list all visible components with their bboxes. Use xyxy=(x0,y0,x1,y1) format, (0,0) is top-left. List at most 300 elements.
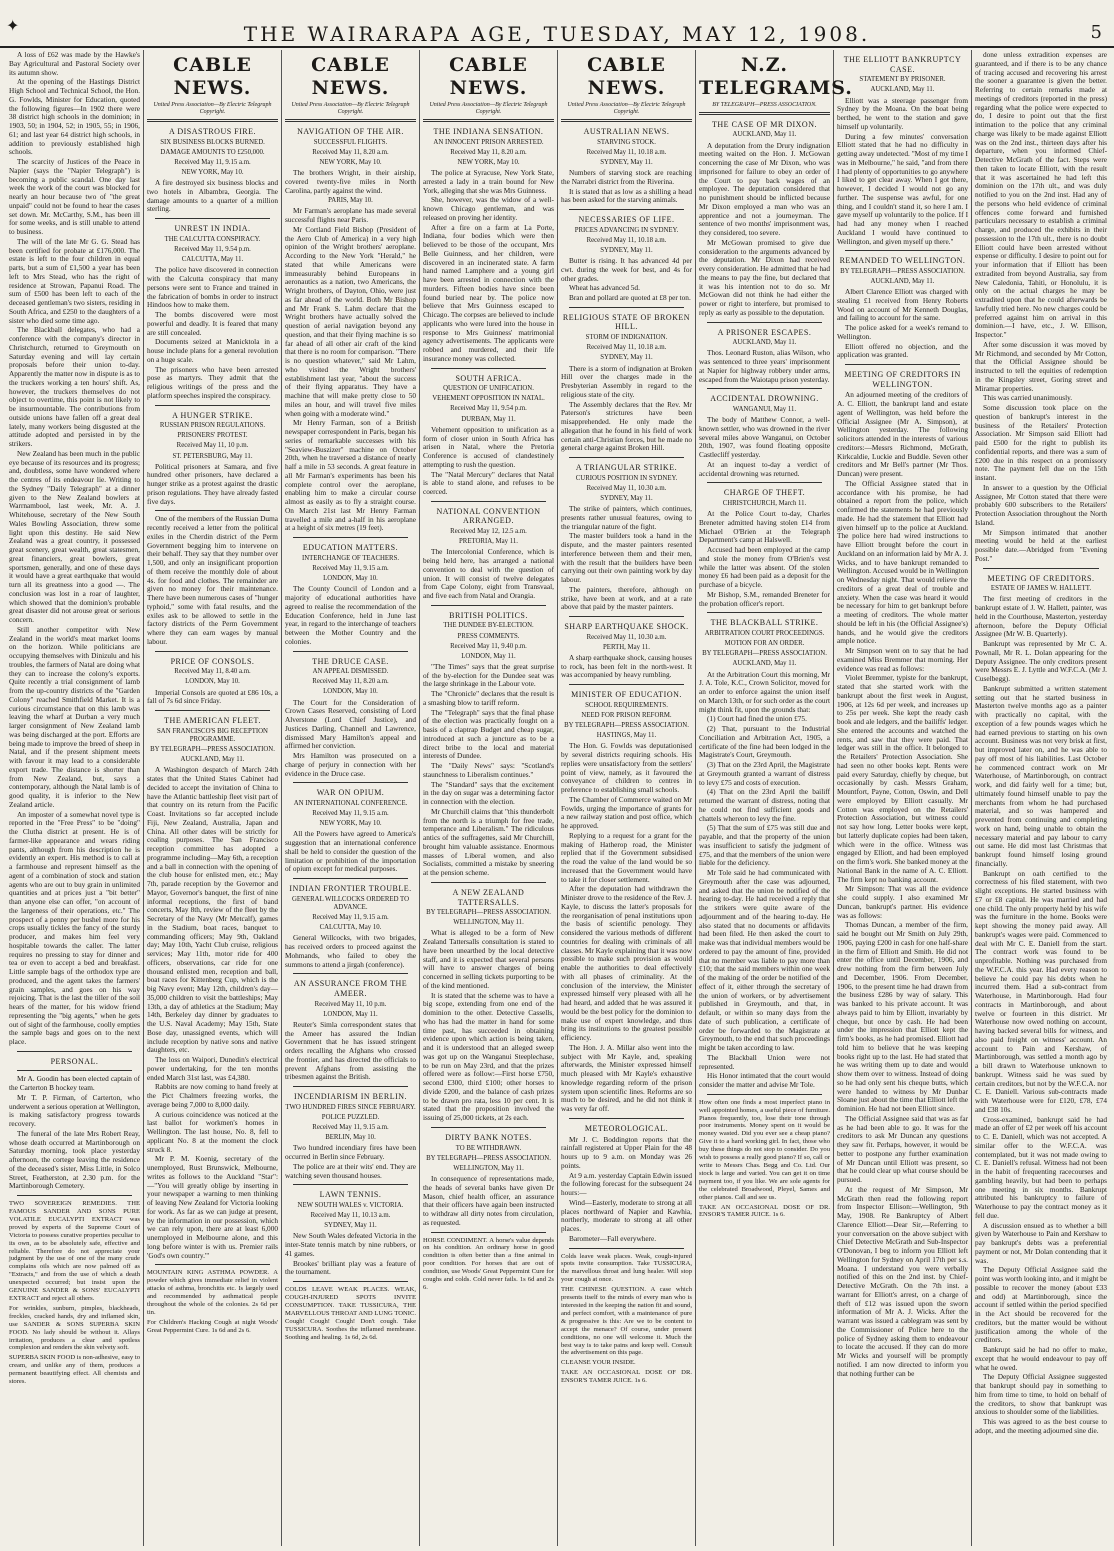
dateline: Received May 11, 10.13 a.m. xyxy=(310,1212,391,1220)
advertisement-text: Colds leave weak places. Weak, cough-injured spots invite consumption. Take TUSSICURA, the marvellous throat and lung healer. Will stop your cough at once. xyxy=(561,1252,692,1284)
paragraph: The Court for the Consideration of Crown Cases Reserved, consisting of Lord Alverstone (Lord Chief Justice), and Justices Darling, Channell and Lawrence, dismissed Mary Hamilton's appeal and affirmed her conviction. xyxy=(285,697,416,751)
paragraph: Bankrupt on oath certified to the correctness of his filed statement, with two slight exceptions. He started business with £7 or £8 capital. He was married and had one child. The only property held by his wife was the furniture in the home. Books were kept showing the money paid away. All bankrupt's wages were paid. Commenced to deal with Mr C. E. Daniell from the start. The contract work was found to be unprofitable. Nothing was purchased from the W.F.C.A. this year. Had every reason to believe he could pay his debts when he incurred them. Had a sub-contract from Waterhouse, in Martinborough. Had four contracts in Martinborough, and about twelve or fourteen in this district. Mr Waterhouse now owed nothing on account, having backed several bills for witness, and also paid freight on witness' account. An account to Pain and Kershaw, of Martinborough, was settled a month ago by a bill drawn to Waterhouse unknown to bankrupt. Witness said he was sued by certain creditors, but not by the W.F.C.A. nor C. E. Daniell. Various sub-contracts made with Waterhouse were for £120, £78, £74 and £38 10s. xyxy=(975,868,1107,1114)
dateline: HASTINGS, May 11. xyxy=(596,732,657,740)
dateline: Received May 11, 9.15 a.m. xyxy=(312,564,389,572)
paragraph: A curious coincidence was noticed at the last ballot for workmen's homes in Wellington. The last house, No. 8, fell to applicant No. 8 at the moment the clock struck 8. xyxy=(147,1109,278,1154)
paragraph: After a fire on a farm at La Porte, Indiana, four bodies which were then believed to be those of the occupant, Mrs Belle Guinness, and her children, were discovered in an incinerated state. A farm hand named Lamphere and a young girl have been arrested in connection with the murders. Fifteen bodies have since been found buried near by. The police now believe that Mrs Guinness escaped to Chicago. The corpses are believed to include applicants who were lured into the house in response to Mrs Guinness' matrimonial agency advertisements. The applicants were robbed and murdered, and their life insurance money was collected. xyxy=(423,222,554,363)
dateline: Received May 11, 8.40 a.m. xyxy=(174,668,251,676)
column-rule xyxy=(155,405,270,406)
paragraph: At the request of Mr Simpson, Mr McGrath then read the following report from Inspector Ellison:—Wellington, 9th May, 1908. Re Bankruptcy of Albert Clarence Elliott—Dear Sir,—Referring to your conversation on the above subject with Chief Detective McGrath and Sub-Inspector O'Donovan, I beg to inform you Elliott left Wellington for Sydney on April 17th per s.s. Moana. I understand you were verbally notified of this on the 2nd inst. by Chief-Detective McGrath. On the 7th inst. a warrant for Elliott's arrest, on a charge of theft of £12 was issued upon the sworn information of Mr A. J. Wicks. After the warrant was issued a cablegram was sent by the Commissioner of Police here to the police of Sydney asking them to endeavour to locate the accused. If they can do more Mr Wicks and yourself will be promptly notified. I am now directed to inform you that nothing further can be xyxy=(837,1184,968,1378)
column-rule xyxy=(17,1051,132,1052)
dateline: Received May 11, 10.18 a.m. xyxy=(586,148,667,156)
section-heading: CABLE NEWS. xyxy=(449,54,528,99)
paragraph: A loss of £62 was made by the Hawke's Bay Agricultural and Pastoral Society over its autumn show. xyxy=(9,50,140,77)
paragraph: There is a storm of indignation at Broken Hill over the charges made in the Presbyterian Assembly in regard to the religious state of the city. xyxy=(561,363,692,399)
advertisement-text: COLDS LEAVE WEAK PLACES. WEAK, COUGH-INJURED SPOTS INVITE CONSUMPTION. TAKE TUSSICURA, THE MARVELLOUS THROAT AND LUNG TONIC. Cough! Cough! Cough! Don't cough. Take TUSSICURA. Soothes the inflamed membrane. Soothing and healing. 1s 6d, 2s 6d. xyxy=(285,1286,416,1341)
double-rule xyxy=(423,119,554,122)
article-headline: WAR ON OPIUM. xyxy=(316,788,385,798)
dateline: Received May 11, 10.30 a.m. xyxy=(586,484,667,492)
column-rule xyxy=(569,307,684,308)
article-subheading: SIX BUSINESS BLOCKS BURNED. xyxy=(160,138,265,146)
section-heading: N.Z. TELEGRAMS. xyxy=(699,54,853,99)
paragraph: (5) That the sum of £75 was still due and payable, and that the property of the union was insufficient to satisfy the judgment of £75, and that the members of the union were liable for the deficiency. xyxy=(699,823,830,868)
advertisement-text: TWO SOVEREIGN REMEDIES. THE FAMOUS SANDER AND SONS PURE VOLATILE EUCALYPTI EXTRACT was proved by experts of the Supreme Court of Victoria to possess curative properties peculiar to its own, as to be absolutely safe, effective and reliable. Therefore do not appreciate your judgment by the use of one of the many crude complains oils which are now palmed off as "Extracts," and from the use of which a death unexpected occurred; but insist upon the GENUINE SANDER & SONS' EUCALYPTI EXTRACT and reject all others. xyxy=(9,1200,140,1302)
article-headline: A PRISONER ESCAPES. xyxy=(717,327,812,337)
column-rule xyxy=(431,605,546,606)
section-heading: CABLE NEWS. xyxy=(173,54,252,99)
press-credit: United Press Association—By Electric Telegraph Copyright. xyxy=(567,101,686,115)
dateline: SYDNEY, May 11. xyxy=(324,1222,377,1230)
article-headline: MEETING OF CREDITORS IN WELLINGTON. xyxy=(844,370,961,389)
column-rule xyxy=(155,510,270,511)
paragraph: Thomas Duncan, a member of the firm, said he bought out Mr Smith on July 29th, 1906, paying £200 in cash for one half-share in the firm of Elliott and Smith. He did not enter the office until December, 1906, and drew nothing from the firm between July and December, 1906. From December, 1906, to the present time he had drawn from the business £286 by way of salary. This was banked to his private account. It was always paid to him by Elliott, invariably by cheque, but once by cash. He had been under the impression that Elliott kept the firm's books, as he had promised. Elliott had told him to believe that he was keeping books right up to the last. He had stated that he was writing them up to date and would show them over to witness. Instead of doing so he had only sent his cheque butts, which were handed to witness by Mr Dunbar Sloane just about the time that Elliott left the dominion. He had not been Elliott since. xyxy=(837,920,968,1114)
dateline: AUCKLAND, May 11. xyxy=(180,756,245,764)
dateline: CHRISTCHURCH, March 11. xyxy=(722,499,807,507)
article-headline: THE DRUCE CASE. xyxy=(312,656,389,666)
advertisement-text: For Children's Hacking Cough at night Woods' Great Peppermint Cure. 1s 6d and 2s 6. xyxy=(147,1318,278,1334)
dateline: AUCKLAND, May 11. xyxy=(732,131,797,139)
paragraph: Thos. Leonard Ruston, alias Wilson, who was sentenced to three years' imprisonment at Napier for highway robbery under arms, escaped from the Waiotapu prison yesterday. xyxy=(699,348,830,384)
column-rule xyxy=(155,710,270,711)
paragraph: In answer to a question by the Official Assignee, Mr Cotton stated that there were probably 600 subscribers to the Retailers' Protection Association throughout the North Island. xyxy=(975,482,1107,527)
paragraph: Imperial Consols are quoted at £86 10s, a fall of 7s 6d since Friday. xyxy=(147,687,278,706)
dateline: Received May 11, 9.15 a.m. xyxy=(312,914,389,922)
advertisement-text: TAKE AN OCCASIONAL DOSE OF DR. ENSOR'S TAMER JUICE. 1s 6. xyxy=(561,1369,692,1385)
paragraph: A fire destroyed six business blocks and two hotels in Albambra, Georgia. The damage amounts to a quarter of a million sterling. xyxy=(147,178,278,214)
press-credit: United Press Association—By Electric Telegraph Copyright. xyxy=(429,101,548,115)
dateline: NEW YORK, May 10. xyxy=(457,158,520,166)
paragraph: The prisoners who have been arrested pose as martyrs. They admit that the religious writings of the press and the platform speeches inspired the conspiracy. xyxy=(147,364,278,400)
paragraph: "The Times" says that the great surprise of the by-election for the Dundee seat was the large shrinkage in the Labour vote. xyxy=(423,661,554,689)
column-rule xyxy=(569,457,684,458)
advertisement-text: HORSE CONDIMENT. A horse's value depends on his condition. An ordinary horse in good condition is often better than a fine animal in poor condition. For horses that are out of condition, use Woods' Great Peppermint Cure for coughs and colds. Cold never fails. 1s 6d and 2s 6. xyxy=(423,1236,554,1291)
paragraph: Bankrupt said he had no offer to make, except that he would endeavour to pay off what he owed. xyxy=(975,1345,1107,1372)
paragraph: A Washington despatch of March 24th states that the United States Cabinet had decided to accept the invitation of China to have the Atlantic battleship fleet visit part of that country on its return from the Pacific Coast. Invitations so far accepted include Fiji, New Zealand, Australia, Japan and China. All other dates will be strictly for coaling purposes. The San Francisco reception committee has adopted a programme including—May 6th, a reception and a ball in connection with the opening of the club house for enlisted men, etc.; May 7th, parade reception by the Governor and Mayor, Governor's banquet, the first of nine informal receptions, the first of band concerts, May 8th, review of the fleet by the Secretary of the Navy (Mr Metcalf), games in the Stadium, boat races, banquet to commanding officers; May 9th, Oakland day; May 10th, Yacht Club cruise, religious services; May 11th, motor ride for 400 officers, observations, car ride for one thousand enlisted men, reception and ball, boat races for Kittenberg Cup, which is the big Navy event; May 12th, children's day—35,000 children to visit the battleships; May 13th, a day of athletics at the Stadium; May 14th, Berkeley day dinner by graduates to the U.S. Naval Academy; May 15th, State Bose day, unassigned events, which will include reception by native sons and native daughters, etc. xyxy=(147,765,278,1055)
paragraph: The will of the late Mr G. G. Stead has been certified for probate at £176,000. The estate is left to the four children in equal parts, but a sum of £1,500 a year has been left to Mrs Stead, who has the right of residence at Strowan, Papanui Road. The sum of £500 has been left to each of the deceased gentleman's two sisters, residing in South Africa, and £250 to the daughters of a sister who died some time ago. xyxy=(9,236,140,325)
dateline: SYDNEY, May 11. xyxy=(600,158,653,166)
article-headline: THE ELLIOTT BANKRUPTCY CASE. xyxy=(843,55,962,74)
article-headline: BRITISH POLITICS. xyxy=(449,610,528,620)
article-subheading: TWO HUNDRED FIRES SINCE FEBRUARY. xyxy=(285,1103,416,1111)
paragraph: Mr A. Goodin has been elected captain of the Carterton B hockey team. xyxy=(9,1074,140,1093)
article-headline: NAVIGATION OF THE AIR. xyxy=(297,126,404,136)
paragraph: The "Daily News" says: "Scotland's staunchness to Liberalism continues." xyxy=(423,761,554,779)
article-headline: UNREST IN INDIA. xyxy=(174,224,251,234)
paragraph: This was agreed to as the best course to adopt, and the meeting adjourned sine die. xyxy=(975,1417,1107,1435)
paragraph: New Zealand has been much in the public eye because of its resources and its progress; and, doubtless, some have wondered where the centres of its endeavour lie. Writing to the Sydney "Daily Telegraph" at a dinner given to the New Zealand bowlers at Warrnambool, last week, Mr. A. J. Whitehouse, secretary of the New South Wales Bowling Association, threw some light upon this destiny. He said New Zealand was a great country, it possessed great scenery, great wealth, great statesmen, great financiers, great bowlers, great sportsmen, generally, and one of these days it would have a great earthquake that would turn all its greatness into a good —. The conclusion was lost in a roar of laughter, which showed that the dominion's probable great disaster did not arouse great or serious concern. xyxy=(9,448,140,624)
paragraph: The master builders took a hand in the dispute, and the master painters resented interference between them and their men, with the result that the builders have been carrying out their own painting work by day labour. xyxy=(561,531,692,585)
column-rule xyxy=(155,1264,270,1265)
column-rule xyxy=(707,388,822,389)
dateline: Received May 11, 9.40 p.m. xyxy=(450,642,527,650)
article-subheading: RUSSIAN PRISON REGULATIONS. xyxy=(159,422,266,430)
article-headline: PERSONAL. xyxy=(50,1056,99,1066)
paragraph: The Blackball Union were not represented. xyxy=(699,1052,830,1071)
article-subheading: CURIOUS POSITION IN SYDNEY. xyxy=(575,474,678,482)
paragraph: The bombs discovered were most powerful and deadly. It is feared that many are still concealed. xyxy=(147,310,278,337)
paragraph: The painters, therefore, although on strike, have been at work, and at a rate above that paid by the master painters. xyxy=(561,584,692,612)
paragraph: At the Arbitration Court this morning, Mr J. A. Tole, K.C., Crown Solicitor, moved for an order to enforce against the union itself on March 13th, or for such order as the court might think fit, upon the grounds that: xyxy=(699,669,830,714)
paragraph: The scarcity of Justices of the Peace in Napier (says the "Napier Telegraph") is becoming a public scandal. One day last week the work of the court was blocked for nearly an hour because two of "the great unpaid" could not be found to hear the cases set down. Mr. McCarthy, S.M., has been ill for some weeks, and is still unable to attend to business. xyxy=(9,157,140,236)
paragraph: The police have discovered in connection with the Calcutta conspiracy that many persons were sent to France and trained in the fabrication of bombs in order to instruct Hindoos how to make them. xyxy=(147,265,278,310)
article-headline: NECESSARIES OF LIFE. xyxy=(578,215,675,225)
column-rule xyxy=(17,1195,132,1196)
paragraph: A deputation from the Drury indignation meeting waited on the Hon. J. McGowan concerning the case of Mr Dixon, who was imprisoned for failure to obey an order of the Court to pay back wages of an employee. The deputation considered that no punishment should be inflicted because Mr Dixon employed a man who was an apprentice and not a journeyman. The sentence of two months' imprisonment was, they considered, too severe. xyxy=(699,140,830,238)
paragraph: Replying to a request for a grant for the making of Hatherop road, the Minister replied that if the Government subsidised the road the value of the land would be so increased that the Government would have to take it for closer settlement. xyxy=(561,830,692,884)
paragraph: done unless extradition expenses are guaranteed, and if there is to be any chance of tracing accused and recovering his arrest the sooner a guarantee is given the better. Referring to certain remarks made at meetings of creditors (reported in the press) regarding what the police were expected to do, I desire to point out that the first intimation to the police that any criminal charge was likely to be made against Elliott was on the 2nd inst., thirteen days after his departure, when you informed Chief-Detective McGrath of the fact. Steps were then taken to locate Elliott, with the result that it was ascertained he had left this dominion on the 17th ult., and was duly notified to you on the 2nd inst. Had any of the persons who held evidence of criminal offences come forward and furnished particulars necessary to establish a criminal charge, and produced the exhibits in their possession to the 17th ult., there is no doubt Elliott could have been arrested without expense or difficulty. I desire to point out for your information that if Elliott has been extradited from beyond Australia, say from New Caledonia, Tahiti, or Honolulu, it is only on the actual charges he may be extradited upon that he could afterwards be lawfully tried here. No new charges could be preferred against him on arrival in this dominion.—I have, etc., J. W. Ellison, Inspector." xyxy=(975,50,1107,339)
paragraph: Albert Clarence Elliott was charged with stealing £1 received from Henry Roberts Wood on account of Mr Kenneth Douglas, and failing to account for the same. xyxy=(837,287,968,323)
article-subheading: BY TELEGRAPH—PRESS ASSOCIATION. xyxy=(564,722,689,730)
paragraph: Mr Simpson intimated that another meeting would be held at the earliest possible date.—Abridged from "Evening Post." xyxy=(975,527,1107,563)
newspaper-title: THE WAIRARAPA AGE, TUESDAY, MAY 12, 1908. xyxy=(243,22,871,46)
section-heading: CABLE NEWS. xyxy=(311,54,390,99)
article-subheading: BY TELEGRAPH—PRESS ASSOCIATION. xyxy=(426,909,551,917)
paragraph: After some discussion it was moved by Mr Richmond, and seconded by Mr Cotton, that the Official Assignee should be instructed to tell the equities of redemption in the Kingsley street, Goring street and Miramar properties. xyxy=(975,339,1107,393)
paragraph: Mr Simpson: That was all the evidence she could supply. I also examined Mr Duncan, bankrupt's partner. His evidence was as follows: xyxy=(837,884,968,920)
paragraph: The "Natal Mercury" declares that Natal is able to stand alone, and refuses to be coerced. xyxy=(423,469,554,496)
dateline: AUCKLAND, May 11. xyxy=(870,86,935,94)
column-rule xyxy=(293,537,408,538)
article-subheading: INTERCHANGE OF TEACHERS. xyxy=(301,554,400,562)
dateline: Received May 11, 10.30 a.m. xyxy=(586,633,667,641)
article-subheading: PRISONERS' PROTEST. xyxy=(177,432,248,440)
paragraph: Wind—Easterly, moderate to strong at all places northward of Napier and Kawhia, northerly, moderate to strong at all other places. xyxy=(561,1197,692,1234)
paragraph: The "Standard" says that the excitement in the day on sugar was a determining factor in connection with the election. xyxy=(423,779,554,807)
article-headline: A DISASTROUS FIRE. xyxy=(168,126,256,136)
dateline: Received May 11, 8.20 a.m. xyxy=(312,148,389,156)
dateline: PARIS, May 10. xyxy=(328,197,373,205)
double-rule xyxy=(561,119,692,122)
paragraph: Mr Henry Farman, son of a British newspaper correspondent in Paris, began his series of remarkable successes with his "Seaview-Buszizer" machine on October 20th, when he traversed a distance of nearly half a mile in 53 seconds. A great feature in all Mr Farman's experiments has been his complete control over the aeroplane, enabling him to make a circular course almost as easily as to fly a straight course. On March 21st last Mr Henry Farman travelled a mile and a-half in his aeroplane at a height of six metres (19 feet). xyxy=(285,418,416,533)
paragraph: Mr P. M. Koenig, secretary of the unemployed, Rust Brunswick, Melbourne, writes as follows to the Auckland "Star":—"You will greatly oblige by inserting in your newspaper a warning to men thinking of leaving New Zealand for Victoria looking for work. As far as we can judge at present, by the information in our possession, which we can rely upon, there are at least 6,000 unemployed in Melbourne alone, and this long before winter is with us. Premier rails 'God's own country.'" xyxy=(147,1154,278,1260)
column-rule xyxy=(431,1127,546,1128)
paragraph: An adjourned meeting of the creditors of A. C. Elliott, the bankrupt land and estate agent of Wellington, was held before the Official Assignee (Mr A. Simpson), at Wellington yesterday. The following solicitors attended in the interests of various creditors:—Messrs Richmond, McGrath, Kirkcaldie, Luckie and Buddle. Seven other creditors and Mr Bell's partner (Mr Thos. Duncan) were present. xyxy=(837,390,968,479)
column-rule xyxy=(707,482,822,483)
article-headline: DIRTY BANK NOTES. xyxy=(445,1132,532,1142)
paragraph: The Official Assignee said that was as far as he had been able to go. It was for the creditors to ask Mr Duncan any questions they saw fit. Perhaps, however, it would be better to postpone any further examination of Mr Duncan until Elliott was present, so that he could clear up what course should be pursued. xyxy=(837,1113,968,1185)
paragraph: Rabbits are now coming to hand freely at the Pict Chalmers freezing works, the average being 7,000 to 8,000 daily. xyxy=(147,1082,278,1109)
paragraph: It is stated that the scheme was to have a big scope, extending from one end of the dominion to the other. Detective Cassells, who has had the matter in hand for some time past, has succeeded in obtaining evidence upon which action is being taken, and it is understood that an alleged sweep was got up on the Wanganui Steeplechase, to be run on May 23rd, and that the prizes offered were as follow:—First horse £750, second £300, third £100; other horses to divide £200, and the balance of cash prizes to be drawn pro rata, less 10 per cent. It is stated that the proposition involved the issuing of 25,000 tickets, at 2s each. xyxy=(423,990,554,1123)
dateline: LONDON, May 10. xyxy=(323,688,378,696)
paragraph: Wheat has advanced 5d. xyxy=(569,283,640,293)
article-subheading: SCHOOL REQUIREMENTS. xyxy=(585,701,668,709)
column-6 xyxy=(696,50,853,1546)
article-subheading: THE DUNDEE BY-ELECTION. xyxy=(443,622,534,630)
advertisement-text: MOUNTAIN KING ASTHMA POWDER. A powder which gives immediate relief in violent attacks of asthma, bronchitis etc. Is largely used and recommended by asthmatical people throughout the whole of the colonies. 2s 6d per tin. xyxy=(147,1269,278,1316)
dateline: NEW YORK, May 10. xyxy=(319,158,382,166)
paragraph: The brothers Wright, in their airship, covered twenty-five miles in North Carolina, partly against the wind. xyxy=(285,168,416,195)
paragraph: The Intercolonial Conference, which is being held here, has arranged a national convention to deal with the question of union. It will consist of twelve delegates from Cape Colony, eight from Transvaal, and five each from Natal and Orangia. xyxy=(423,547,554,600)
article-headline: CHARGE OF THEFT. xyxy=(723,488,806,498)
column-rule xyxy=(845,364,960,365)
dateline: LONDON, May 11. xyxy=(323,1010,378,1018)
article-subheading: STORM OF INDIGNATION. xyxy=(585,334,668,342)
column-rule xyxy=(983,568,1099,569)
article-subheading: ESTATE OF JAMES W. HALLETT. xyxy=(990,585,1092,593)
paragraph: A discussion ensued as to whether a bill given by Waterhouse to Pain and Kershaw to pay bankrupt's debts was a preferential payment or not, Mr Dolan contending that it was. xyxy=(975,1220,1107,1265)
paragraph: Mr Bishop, S.M., remanded Breneter for the probation officer's report. xyxy=(699,589,830,608)
column-rule xyxy=(293,1184,408,1185)
column-8 xyxy=(972,50,1110,1546)
paragraph: One of the members of the Russian Duma recently received a letter from the political exiles in the Cherdin district of the Perm Government begging him to intervene on their behalf. They say that they number over 1,500, and only an insignificant proportion of them receive the monthly dole of about 4s. for food and clothes. The remainder are given no money for their maintenance. There have been numerous cases of "hunger typhoid," some with fatal results, and the exiles ask to be allowed to settle in the factory districts of the Perm Government where they can earn wages by manual labour. xyxy=(147,514,278,646)
paragraph: Mr J. C. Boddington reports that the rainfall registered at Upper Plain for the 48 hours up to 9 a.m. on Monday was 26 points. xyxy=(561,1134,692,1170)
advertisement-text: THE CHINESE QUESTION. A case which presents itself to the minds of every man who is interested in the keeping the nation fit and sound, and perfect comfort, with a maintenance of pure & progressive is this: Are we to be content to accept the menace? Of course, under present conditions, no one will welcome it. Much the best way is to take pains and keep well. Consult the advertisement on this page. xyxy=(561,1286,692,1357)
article-subheading: STATEMENT BY PRISONER. xyxy=(859,76,946,84)
paragraph: The strike of painters, which continues, presents rather unusual features, owing to the triangular nature of the fight. xyxy=(561,504,692,531)
double-rule xyxy=(285,119,416,122)
dateline: AUCKLAND, May 11. xyxy=(732,660,797,668)
paragraph: The Deputy Official Assignee said the point was worth looking into, and it might be possible to recover the money (about £33 and odd) at Martinborough, since the account if settled within the period specified in the Act should be recovered for the creditors, but the matter would be without justification among the whole of the creditors. xyxy=(975,1265,1107,1345)
paragraph: Mrs Hamilton was prosecuted on a charge of perjury in connection with her evidence in the Druce case. xyxy=(285,751,416,778)
press-credit: United Press Association—By Electric Telegraph Copyright. xyxy=(291,101,410,115)
dateline: Received May 11, 10 p.m. xyxy=(176,442,249,450)
column-rule xyxy=(569,1248,684,1249)
dateline: PERTH, May 11. xyxy=(603,643,650,651)
dateline: Received May 11, 10 p.m. xyxy=(314,1000,387,1008)
paragraph: Numbers of starving stock are reaching the Narrabri district from the Riverina. xyxy=(561,168,692,186)
dateline: Received May 11, 8.20 a.m. xyxy=(312,678,389,686)
paragraph: An imposter of a somewhat novel type is reported in the "Free Press" to be "doing" the Clutha district at present. He is of farmer-like appearance and wears riding pants, although from his description he is evidently an expert. His method is to call at a farmhouse and represent himself as the agent of a combination of stock and station agents who are out to buy grain in unlimited quantities and at prices just a "bit better" than anyone else can offer, "on account of the largeness of their operations, etc." The prospect of a penny per bushel more for his crops usually tickles the fancy of the sturdy producer, and makes him feel very hospitable towards the caller. The latter requires no pressing to stay for dinner and tea or even to accept a bed and breakfast. Little sample bags of the orthodox type are produced, and the agent takes the farmers' grain samples, and goes on his way rejoicing. That is the last the tiller of the soil hears of the matter, for his widow friend representing the "big agents," when he gets out of sight of the farmhouse, coolly empties the sample bags and goes on to the next place. xyxy=(9,809,140,1046)
dateline: ST. PETERSBURG, May 11. xyxy=(172,452,253,460)
article-subheading: SAN FRANCISCO'S BIG RECEPTION PROGRAMME. xyxy=(157,727,268,743)
article-headline: AUSTRALIAN NEWS. xyxy=(583,126,670,136)
paragraph: Mr Churchill claims that "this thunderbolt from the north is a triumph for free trade, temperance and Liberalism." The ridiculous antics of the suffragettes, said Mr Churchill, brought him valuable assistance. Enormous masses of Liberal women, and also Socialists, committed a mistake by sneering at the pension scheme. xyxy=(423,806,554,878)
paragraph: At the Police Court to-day, Charles Breneter admitted having stolen £14 from Michael O'Brien at the Telegraph Department's camp at Halswell. xyxy=(699,509,830,545)
paragraph: The Assembly declares that the Rev. Mr Paterson's strictures have been misapprehended. He only made the allegation that he found in his field of work certain anti-Christian forces, but he made no general charge against Broken Hill. xyxy=(561,399,692,453)
column-4 xyxy=(420,50,558,1546)
dateline: LONDON, May 10. xyxy=(323,575,378,583)
section-heading: CABLE NEWS. xyxy=(587,54,666,99)
dateline: WELLINGTON, May 11. xyxy=(453,1164,524,1172)
dateline: WANGANUI, May 11. xyxy=(732,405,797,413)
paragraph: The loss on Waipori, Dunedin's electrical power undertaking, for the ten months ended March 31st last, was £4,380. xyxy=(147,1055,278,1082)
dateline: NEW YORK, May 10. xyxy=(319,820,382,828)
column-rule xyxy=(569,616,684,617)
paragraph: Reuter's Simla correspondent states that the Ameer has assured the Indian Government that he has issued stringent orders recalling the Afghans who crossed the frontier, and has directed the officials to prevent Afghans from assisting the tribesmen against the British. xyxy=(285,1019,416,1082)
paragraph: This was carried unanimously. xyxy=(983,393,1073,403)
paragraph: Bankrupt submitted a written statement setting out that he started business in Masterton twelve months ago as a painter with practically no capital, with the exception of a few pounds wages which he had earned previous to starting on his own account. Business was not very brisk at first, but improved later on, and he was able to pay off most of his liabilities. Last October he commenced contract work on Mr Waterhouse, of Martinborough, on contract work, and did fairly well for a time; but, ultimately found himself unable to pay the merchants from whom he had purchased material, and so was hampered and prevented from continuing and completing work on hand, being unable to obtain the necessary material and pay labour to carry out same. He did most last Christmas that bankrupt found himself losing ground financially. xyxy=(975,683,1107,868)
double-rule xyxy=(699,112,830,115)
column-rule xyxy=(293,973,408,974)
column-7 xyxy=(834,50,972,1546)
dateline: LONDON, May 10. xyxy=(185,678,240,686)
column-rule xyxy=(569,1118,684,1119)
press-credit: United Press Association—By Electric Telegraph Copyright. xyxy=(153,101,272,115)
article-headline: THE CASE OF MR DIXON. xyxy=(712,119,817,129)
article-headline: REMANDED TO WELLINGTON. xyxy=(839,256,966,266)
article-headline: LAWN TENNIS. xyxy=(319,1190,382,1200)
article-headline: INDIAN FRONTIER TROUBLE. xyxy=(289,884,412,894)
paragraph: The "Chronicle" declares that the result is a smashing blow to tariff reform. xyxy=(423,689,554,707)
article-subheading: TO BE WITHDRAWN. xyxy=(455,1144,522,1152)
paragraph: Mr Simpson went on to say that he had examined Miss Bremmer that morning. Her evidence was read as follows: xyxy=(837,646,968,673)
paragraph: Bankrupt was represented by Mr C. A. Pownall, Mr R. L. Dolan appearing for the Deputy Assignee. The only creditors present were Messrs E. J. Lyttle and W.F.C.A. (Mr J. Cuselbegg). xyxy=(975,639,1107,683)
paragraph: The body of Matthew Connor, a well-known settler, who was drowned in the river several miles above Wanganui, on October 20th, 1907, was found floating opposite Castlecliff yesterday. xyxy=(699,415,830,460)
article-subheading: SUCCESSFUL FLIGHTS. xyxy=(313,138,388,146)
article-headline: THE INDIANA SENSATION. xyxy=(433,126,544,136)
dateline: SYDNEY, May 11. xyxy=(600,354,653,362)
article-headline: AN ASSURANCE FROM THE AMEER. xyxy=(293,979,408,998)
paragraph: After the deputation had withdrawn the Minister drove to the residence of the Rev. J. Kayle, to discuss the latter's proposals for the reorganisation of penal institutions upon the basis of scientific penology. They considered the various methods of different countries for dealing with criminals of all classes. Mr Kayle explaining that it was now possible to make such provision as would enable the authorities to deal effectively with all phases of criminality. At the conclusion of the interview, the Minister expressed himself very pleased with all he had heard, and added that he was assured it would be the best policy for the dominion to make use of expert knowledge, and thus bring its institutions to the greatest possible efficiency. xyxy=(561,884,692,1043)
article-headline: PRICE OF CONSOLS. xyxy=(170,656,255,666)
column-rule xyxy=(431,368,546,369)
paragraph: At an inquest to-day a verdict of accidental drowning was returned. xyxy=(699,459,830,478)
paragraph: The police asked for a week's remand to Wellington. xyxy=(837,323,968,341)
paragraph: Elliott offered no objection, and the application was granted. xyxy=(837,341,968,360)
paragraph: It is stated that as low as a shilling a head has been asked for the starving animals. xyxy=(561,186,692,205)
column-1 xyxy=(6,50,144,1546)
paragraph: (4) That on the 23rd April the bailiff returned the warrant of distress, noting that he could not find sufficient goods and chattels whereon to levy the fine. xyxy=(699,787,830,823)
article-subheading: ARBITRATION COURT PROCEEDINGS. xyxy=(704,629,825,637)
paragraph: Mr Cortland Field Bishop (President of the Aero Club of America) in a very high opinion of the Wright brothers' aeroplane. According to the New York "Herald," he stated that while Americans were immeasurably behind Europeans in aeronautics as a nation, two Americans, the Wright brothers, of Dayton, Ohio, were just as far ahead of the world. Both Mr Bishop and Mr Frank S. Lahm declare that the Wright brothers have actually solved the question of aerial navigation beyond any question, and that their flying machine is so far ahead of all other air craft of the kind that there is no room for comparison. "There is no question whatever," said Mr Lahm, who visited the Wright brothers' establishment last year, "about the success of their flying apparatus. They have a machine that will make pretty close to 50 miles an hour, and will travel five miles when going with a moderate wind." xyxy=(285,224,416,418)
article-subheading: THE CALCUTTA CONSPIRACY. xyxy=(164,235,261,243)
paragraph: All the Powers have agreed to America's suggestion that an international conference shall be held to consider the question of the limitation or prohibition of the importation of opium except for medical purposes. xyxy=(285,829,416,874)
dateline: WELLINGTON, May 11. xyxy=(453,919,524,927)
paragraph: (2) That, pursuant to the Industrial Conciliation and Arbitration Act, 1905, a certificate of the fine had been lodged in the Magistrate's Court, Greymouth. xyxy=(699,724,830,760)
page-number: 5 xyxy=(1090,22,1102,43)
paragraph: Violet Bremmer, typiste for the bankrupt, stated that she started work with the bankrupt about the first week in August, 1906, at 12s 6d per week, and increases up to 25s per week. She kept the ready cash book and ale ledgers, and the bailiffs' ledger. She entered the accounts and watched the rents, and saw that they were paid. That ledger was still in the office. It belonged to the Retailers' Protection Association. She had seen no other books kept. Rents were paid every Saturday, chiefly by cheque, but occasionally by cash. Messrs Graham, Mountfort, Payne, Cotton, Oswin, and Dell were employed by Elliott casually. Mr Cotton was employed on the Retailers' Protection Association, but witness could not say how long. Letter books were kept, but latterly duplicate copies had been taken, which were in the office. Witness was engaged by Elliott, and had been employed on the firm's work. She banked money at the National Bank in the name of A. C. Elliott. The firm kept no banking account. xyxy=(837,673,968,884)
paragraph: Cross-examined, bankrupt said he had made an offer of £2 per week off his account to C. E. Daniell, which was not accepted. A similar offer to the W.F.C.A. was contemplated, but it was not made owing to C. E. Daniell's refusal. Witness had not been in the habit of frequenting racecourses and gambling heavily, but had been to perhaps one meeting in six months. Bankrupt attributed his bankruptcy to failure of Waterhouse to pay the contract money as it fell due. xyxy=(975,1114,1107,1220)
article-subheading: GENERAL WILLCOCKS ORDERED TO ADVANCE. xyxy=(292,895,409,911)
paragraph: (3) That on the 23rd April, the Magistrate at Greymouth granted a warrant of distress to levy £75 and costs of execution. xyxy=(699,760,830,787)
paragraph: Some discussion took place on the question of bankrupt's interest in the business of the Retailers' Protection Association. Mr Simpson said Elliott had paid £500 for the right to publish its confidential reports, and there was a sum of £200 due in this respect on a promissory note. The payment fell due on the 15th instant. xyxy=(975,403,1107,482)
article-headline: EDUCATION MATTERS. xyxy=(302,543,399,553)
paragraph: Mr Farman's aeroplane has made several successful flights near Paris. xyxy=(285,206,416,225)
paragraph: Bran and pollard are quoted at £8 per ton. xyxy=(569,293,691,303)
dateline: DURBAN, May 11. xyxy=(461,415,516,423)
article-subheading: MOTION FOR AN ORDER. xyxy=(724,640,805,648)
dateline: SYDNEY, May 11. xyxy=(600,246,653,254)
dateline: AUCKLAND, May 11. xyxy=(870,278,935,285)
paragraph: Still another competitor with New Zealand in the world's meat market looms on the horizon. While politicians are occupying themselves with Dinizulu and his troubles, the farmers of Natal are doing what they can to increase the colony's exports. Quite recently a trial consignment of lamb from the up-country districts of the "Garden Colony" reached Smithfield Market. It is a curious circumstance that on this lamb was leaving the wharf at Durban a very much larger consignment of New Zealand lamb was being discharged at the port. Efforts are being made to improve the breed of sheep in Natal, and if the present shipment meets with favour it may lead to a considerable export trade. The distance is shorter than from New Zealand, but, says a contemporary, although the Natal lamb is of good quality, it is inferior to the New Zealand article. xyxy=(9,624,140,809)
dateline: BERLIN, May 10. xyxy=(325,1134,376,1142)
paragraph: Vehement opposition to unification as a form of closer union in South Africa has arisen in Natal, where the Pretoria Conference is accused of clandestinely attempting to rush the question. xyxy=(423,424,554,469)
paragraph: Mr T. P. Firman, of Carterton, who underwent a serious operation at Wellington, is making satisfactory progress towards recovery. xyxy=(9,1092,140,1129)
advertisement-text: For wrinkles, sunburn, pimples, blackheads, freckles, cracked hands, dry and inflamed skin, use SANDER & SONS SUPERBA SKIN FOOD. No lady should be without it. Allays irritation, produces a clear and spotless complexion and renders the skin velvety soft. xyxy=(9,1304,140,1352)
paragraph: The police at Syracuse, New York State, arrested a lady in a train bound for New York, alleging that she was Mrs Guinness. xyxy=(423,168,554,195)
article-subheading: AN INNOCENT PRISON ARRESTED. xyxy=(433,138,544,146)
ornament-icon: ✦ xyxy=(6,16,20,35)
column-5 xyxy=(558,50,696,1546)
article-headline: INCENDIARISM IN BERLIN. xyxy=(293,1092,408,1102)
paragraph: General Willcocks, with two brigades, has received orders to proceed against the Mohmands, who failed to obey the summons to attend a jirgah (conference). xyxy=(285,933,416,969)
column-rule xyxy=(569,209,684,210)
paragraph: Mr Tole said he had communicated with Greymouth after the case was adjourned, and asked that the union be notified of the hearing to-day. He had received a reply that the strikers were quite aware of the adjournment and of the hearing to-day. He also stated that no documents or affidavits had been filed. He then asked the court to make was that individual members would be ordered to pay the amount of fine, provided that no member was liable to pay more than £10; that the said members within one week of the making of the order be notified of the effect of it, either through the secretary of the union of workers, or by advertisement published in Greymouth, and that, in default, or within so many days from the date of such publication, a certificate of order be forwarded to the Magistrate at Greymouth, to the end that such proceedings might be taken according to law. xyxy=(699,868,830,1052)
double-rule xyxy=(147,119,278,122)
column-rule xyxy=(707,322,822,323)
dateline: CALCUTTA, May 11. xyxy=(181,256,244,264)
column-rule xyxy=(293,782,408,783)
article-headline: A NEW ZEALAND TATTERSALLS. xyxy=(452,887,525,907)
article-subheading: BY TELEGRAPH—PRESS ASSOCIATION. xyxy=(150,746,275,754)
article-subheading: AN INTERNATIONAL CONFERENCE. xyxy=(293,799,408,807)
dateline: LONDON, May 11. xyxy=(461,652,516,660)
column-rule xyxy=(431,501,546,502)
article-subheading: AN APPEAL DISMISSED. xyxy=(312,668,389,676)
paragraph: The first meeting of creditors in the bankrupt estate of J. W. Hallett, painter, was held in the Courthouse, Masterton, yesterday afternoon, before the Deputy Official Assignee (Mr W. B. Quarterly). xyxy=(975,594,1107,639)
column-rule xyxy=(845,250,960,251)
newspaper-columns xyxy=(6,50,1110,1546)
advertisement-text: How often one finds a most imperfect piano in well appointed homes, a useful piece of furniture. Pianos frequently, too, lose their tone through poor instruments. Money spent on it would be money wasted. Did you ever see a cheap piano? Give it to a hard working girl. In fact, those who buy these things do not stop to consider. Do you wish to possess a really good piano? If so, call or write to Messrs Chas. Begg and Co. Ltd. Our stock is large and varied. You can get it on time payment too, if you like. We are sole agents for the celebrated Broadwood, Pleyel, Sames and other pianos. Call and see us. xyxy=(699,1098,830,1201)
article-subheading: BY TELEGRAPH—PRESS ASSOCIATION. xyxy=(840,267,965,275)
paragraph: The police are at their wits' end. They are watching seven thousand houses. xyxy=(285,1161,416,1180)
article-headline: ACCIDENTAL DROWNING. xyxy=(710,394,819,404)
dateline: Received May 11, 9.54 p.m. xyxy=(174,245,251,253)
column-rule xyxy=(293,878,408,879)
paragraph: In consequence of representations made, the heads of several banks have given Dr Mason, chief health officer, an assurance that their officers have again been instructed to withdraw all dirty notes from circulation, as requested. xyxy=(423,1174,554,1227)
press-credit: BY TELEGRAPH—PRESS ASSOCIATION. xyxy=(712,101,817,108)
paragraph: Political prisoners at Samara, and five hundred other prisoners, have declared a hunger strike as a protest against the drastic prison regulations. They have already fasted five days. xyxy=(147,461,278,506)
paragraph: At the opening of the Hastings District High School and Technical School, the Hon. G. Fowlds, Minister for Education, quoted the following figures—In 1902 there were 38 district high schools in the dominion; in 1903, 50; in 1904, 52; in 1905, 55; in 1906, 61; and last year 64 district high schools, in addition to previously established high schools. xyxy=(9,77,140,157)
column-rule xyxy=(155,651,270,652)
paragraph: Butter is rising. It has advanced 4d per cwt. during the week for best, and 4s for other grades. xyxy=(561,256,692,283)
column-2 xyxy=(144,50,282,1546)
paragraph: The Hon. J. A. Millar also went into the subject with Mr Kayle, and, speaking afterwards, the Minister expressed himself much pleased with Mr Kayle's exhaustive knowledge regarding reform of the prison system upon scientific lines. Reforms are so much to be desired, and he did not think it was very far off. xyxy=(561,1042,692,1114)
column-rule xyxy=(431,882,546,883)
dateline: NEW YORK, May 10. xyxy=(181,169,244,177)
dateline: Received May 11, 9.54 p.m. xyxy=(450,405,527,413)
article-headline: A TRIANGULAR STRIKE. xyxy=(575,463,678,472)
paragraph: Elliott was a steerage passenger from Sydney by the Moana. On the boat being berthed, he went to the station and gave himself up voluntarily. xyxy=(837,95,968,131)
paragraph: Accused had been employed at the camp and stole the money from O'Brien's vest while the latter was absent. Of the stolen money £6 had been paid as a deposit for the purchase of a bicycle. xyxy=(699,545,830,590)
dateline: Received May 11, 10.18 a.m. xyxy=(586,236,667,244)
article-subheading: POLICE PUZZLED. xyxy=(321,1113,380,1121)
article-headline: A HUNGER STRIKE. xyxy=(172,410,253,420)
article-headline: SHARP EARTHQUAKE SHOCK. xyxy=(564,622,689,632)
article-subheading: NEW SOUTH WALES v. VICTORIA. xyxy=(297,1201,404,1209)
paragraph: The Chamber of Commerce waited on Mr Fowlds, urging the importance of grants for a new railway station and post office, which he approved. xyxy=(561,794,692,831)
paragraph: The Blackball delegates, who had a conference with the company's director in Christchurch, returned to Greymouth on Saturday evening and will lay certain proposals before their union to-day. Apparently the matter now in dispute is as to the truckers working a ten hours' shift. As, however, the truckers themselves do not object to overtime, this point is not likely to be insurmountable. The contributions from outside unions have fallen off a great deal lately, many workers being disgusted at the attitude adopted and persisted in by the strikers. xyxy=(9,325,140,448)
column-rule xyxy=(293,1086,408,1087)
advertisement-text: CLEANSE YOUR INSIDE. xyxy=(561,1359,636,1367)
dateline: CALCUTTA, May 10. xyxy=(319,924,382,932)
paragraph: The Official Assignee stated that in accordance with his promise, he had obtained a report from the police, which confirmed the statements he had previously made. He had the statement that Elliott had given himself up to the police at Auckland. The police here had wired instructions to have Elliott brought before the court in Auckland on an information laid by Mr A. J. Wicks, and to have bankrupt remanded to Wellington. Accused would be in Wellington on Wednesday night. That would relieve the creditors of a great deal of trouble and anxiety. When the case was heard it would be necessary for him to get bankrupt before a meeting of creditors. The whole matter should be left in his (the Official Assignee's) hands, and he would give the creditors ample notice. xyxy=(837,478,968,646)
paragraph: The County Council of London and a majority of educational authorities have agreed to realise the recommendation of the Education Conference, held in June last year, in regard to the interchange of teachers between the Mother Country and the colonies. xyxy=(285,584,416,646)
paragraph: Documents seized at Manicktola in a house include plans for a general revolution on a huge scale. xyxy=(147,337,278,364)
article-headline: MEETING OF CREDITORS. xyxy=(987,573,1095,583)
paragraph: Mr McGowan promised to give due consideration to the arguments advanced by the deputation. Mr Dixon had received every consideration. He admitted that he had the means to pay the fine, but declared that it was his intention not to do so. Mr McGowan did not think he had either the power or right to interfere, but promised to reply as early as possible to the deputation. xyxy=(699,237,830,317)
column-3 xyxy=(282,50,420,1546)
article-subheading: DAMAGE AMOUNTS TO £250,000. xyxy=(160,148,265,156)
column-rule xyxy=(431,1232,546,1233)
article-subheading: STARVING STOCK. xyxy=(597,138,656,146)
column-rule xyxy=(569,684,684,685)
paragraph: At 9 a.m. yesterday Captain Edwin issued the following forecast for the subsequent 24 hours:— xyxy=(561,1170,692,1198)
article-headline: NATIONAL CONVENTION ARRANGED. xyxy=(436,506,541,526)
dateline: Received May 11, 8.20 a.m. xyxy=(450,148,527,156)
advertisement-text: SUPERBA SKIN FOOD is non-adhesive, easy to cream, and unlike any of them, produces a permanent beautifying effect. All chemists and stores. xyxy=(9,1354,140,1386)
article-subheading: PRICES ADVANCING IN SYDNEY. xyxy=(574,226,679,234)
article-headline: THE AMERICAN FLEET. xyxy=(164,716,261,726)
dateline: Received May 11, 10.18 a.m. xyxy=(586,344,667,352)
paragraph: During a few minutes' conversation Elliott stated that he had no difficulty in getting away undetected. "Most of my time I was in Melbourne," he said, "and from there I had plenty of opportunities to go anywhere I liked to get clear away. When I got there, however, I decided I would not go any further. The suspense was awful, for one thing, and I couldn't stand it, so here I am. I gave myself up voluntarily to the police. If I had had any money when I reached Auckland I would have continued to Wellington, and given myself up there." xyxy=(837,131,968,246)
article-subheading: BY TELEGRAPH—PRESS ASSOCIATION. xyxy=(702,650,827,658)
article-subheading: QUESTION OF UNIFICATION. xyxy=(443,385,534,393)
column-rule xyxy=(293,651,408,652)
paragraph: The Deputy Official Assignee suggested that bankrupt should pay in something to him from time to time, to hold on behalf of the creditors, to show that bankrupt was anxious to shoulder some of the liabilities. xyxy=(975,1372,1107,1417)
column-rule xyxy=(155,218,270,219)
masthead xyxy=(0,0,1114,48)
paragraph: A sharp earthquake shock, causing houses to rock, has been felt in the north-west. It was accompanied by heavy rumbling. xyxy=(561,652,692,680)
article-headline: SOUTH AFRICA. xyxy=(455,373,522,383)
paragraph: (1) Court had fined the union £75. xyxy=(707,714,807,724)
article-subheading: NEED FOR PRISON REFORM. xyxy=(581,711,672,719)
paragraph: The Hon. G. Fowlds was deputationised by several districts requiring schools. His replies were unsatisfactory from the settlers' point of view, namely, as it favoured the conveyance of children to centres in preference to establishing small schools. xyxy=(561,741,692,795)
article-subheading: BY TELEGRAPH—PRESS ASSOCIATION. xyxy=(426,1154,551,1162)
article-headline: THE BLACKBALL STRIKE. xyxy=(710,618,819,628)
dateline: Received May 11, 9.15 a.m. xyxy=(312,810,389,818)
paragraph: Barometer—Fall everywhere. xyxy=(569,1233,657,1243)
